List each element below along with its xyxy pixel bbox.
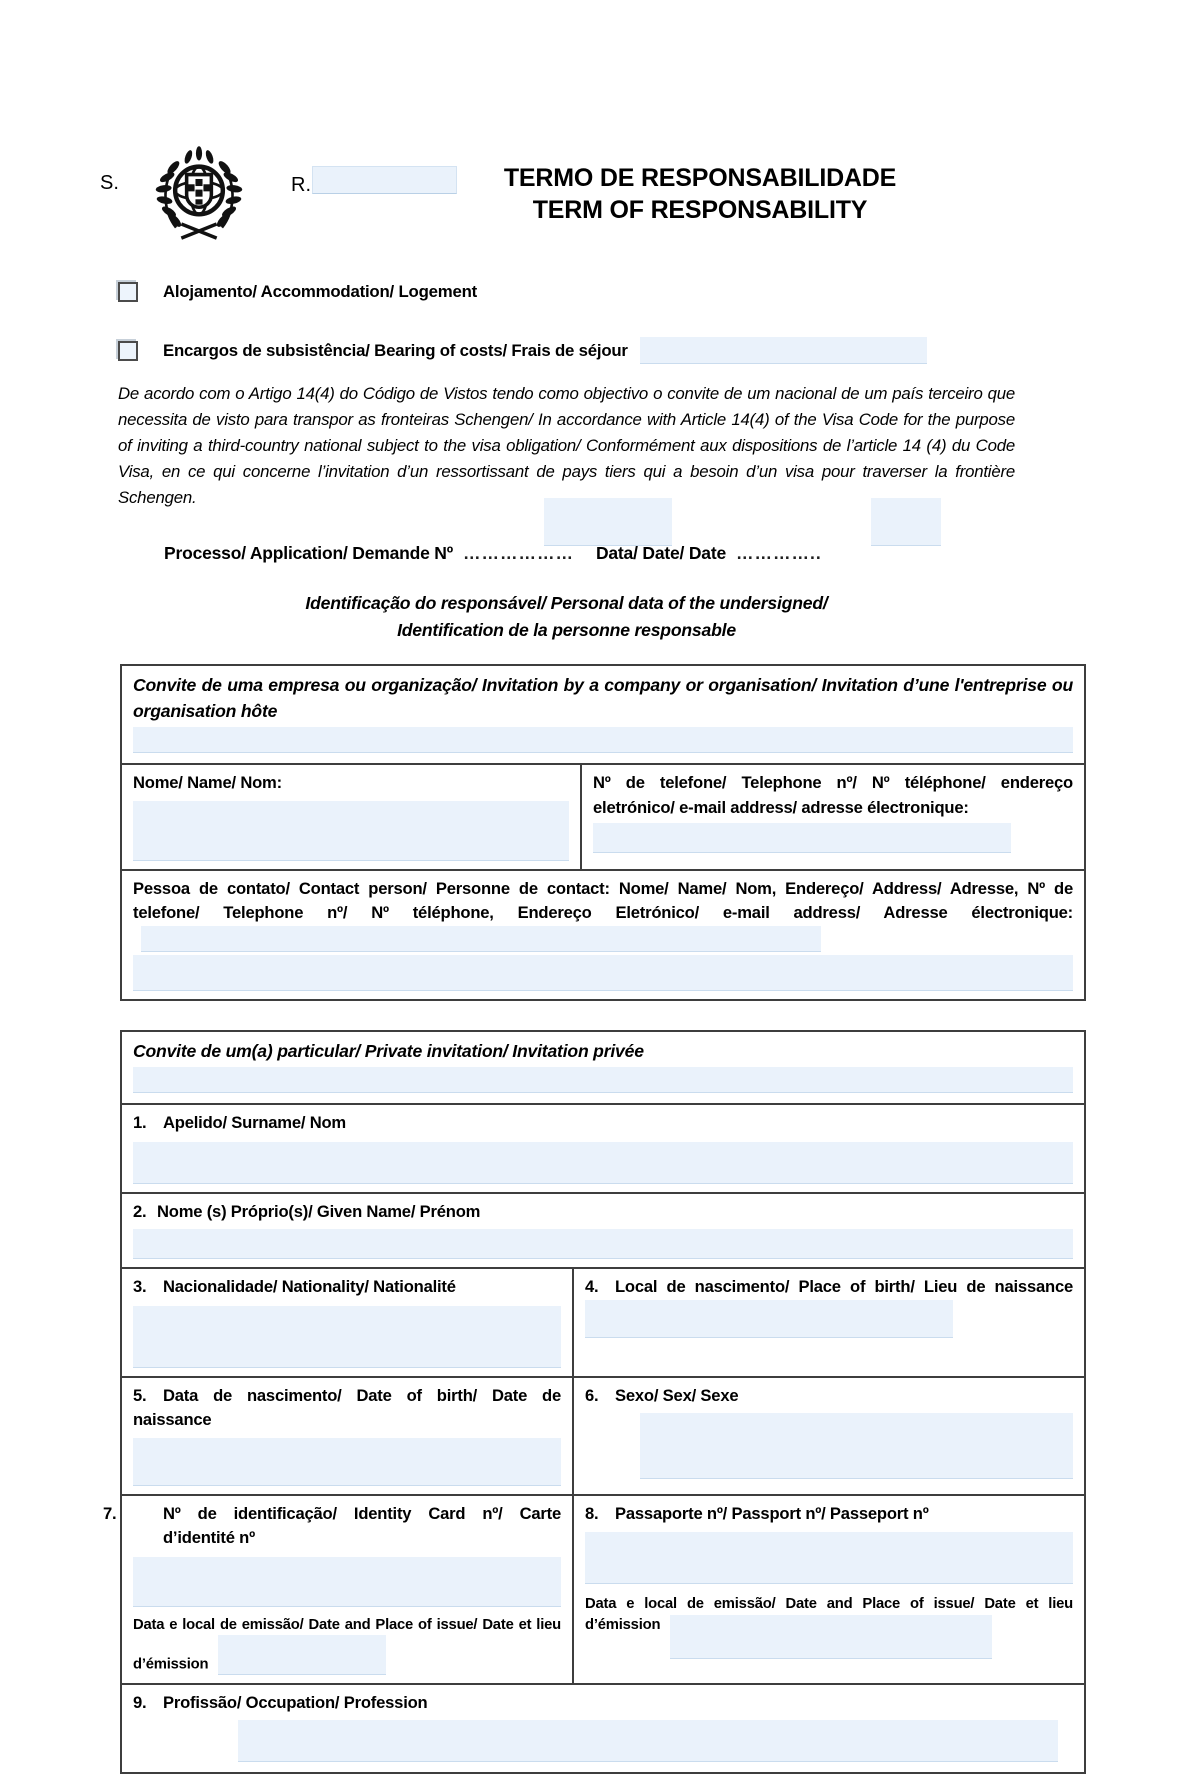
company-name-input[interactable] (133, 801, 569, 861)
sex-input[interactable] (640, 1413, 1073, 1479)
accommodation-label: Alojamento/ Accommodation/ Logement (163, 282, 478, 301)
process-line (118, 498, 1015, 564)
occupation-number: 9. (133, 1693, 147, 1712)
nationality-label-text: Nacionalidade/ Nationality/ Nationalité (163, 1277, 456, 1296)
processo-label: Processo/ Application/ Demande Nº (164, 543, 453, 563)
costs-label: Encargos de subsistência/ Bearing of costs/ Frais de séjour (163, 340, 628, 360)
given-name-number: 2. (133, 1201, 147, 1221)
id-issue-label-text: Data e local de emissão/ Date and Place of issue/ Date et lieu d’émission (133, 1616, 561, 1673)
costs-checkbox[interactable] (118, 341, 138, 361)
company-name-label: Nome/ Name/ Nom: (133, 773, 282, 792)
section-heading-line1: Identificação do responsável/ Personal data of the undersigned/ (305, 593, 828, 613)
passport-label (585, 1502, 1073, 1527)
portugal-coat-of-arms-icon (146, 136, 252, 252)
birthplace-number: 4. (585, 1277, 599, 1296)
birthdate-cell (122, 1378, 572, 1494)
form-title-en: TERM OF RESPONSABILITY (532, 196, 868, 224)
id-card-cell (103, 1496, 572, 1684)
form-title-pt: TERMO DE RESPONSABILIDADE (503, 164, 897, 192)
costs-option (118, 337, 927, 364)
birthplace-label (585, 1275, 1073, 1338)
passport-issue-label-text: Data e local de emissão/ Date and Place of issue/ Date et lieu d’émission (585, 1596, 1073, 1633)
id-issue-label (133, 1615, 561, 1676)
company-invitation-box (120, 664, 1086, 1001)
contact-person-label-text: Pessoa de contato/ Contact person/ Personne de contact: Nome/ Name/ Nom, Endereço/ Address/ Adresse, Nº de telefone/ Telephone nº/ Nº téléphone, Endereço Eletrónico/ e-mail address/ Adresse électronique: (133, 878, 1073, 922)
sex-number: 6. (585, 1385, 599, 1405)
given-name-label (133, 1200, 1073, 1225)
given-name-input[interactable] (133, 1229, 1073, 1259)
occupation-row (122, 1683, 1084, 1772)
passport-cell (572, 1496, 1084, 1684)
costs-input[interactable] (640, 337, 927, 364)
id-card-number: 7. (103, 1503, 117, 1523)
contact-person-row (122, 869, 1084, 999)
private-invitation-box (103, 1030, 1086, 1774)
birthdate-label-text: Data de nascimento/ Date of birth/ Date de naissance (133, 1385, 561, 1429)
sex-label (585, 1384, 1073, 1409)
occupation-input[interactable] (238, 1720, 1058, 1762)
nationality-label (133, 1275, 561, 1300)
company-name-cell (122, 765, 580, 869)
date-dotted-line: ………….. (735, 543, 822, 563)
nationality-birthplace-row (122, 1267, 1084, 1376)
company-box-header (122, 666, 1084, 763)
passport-issue-input[interactable] (670, 1615, 992, 1659)
surname-label-text: Apelido/ Surname/ Nom (163, 1113, 346, 1132)
passport-input[interactable] (585, 1532, 1073, 1584)
occupation-label-text: Profissão/ Occupation/ Profession (163, 1693, 428, 1712)
company-phone-cell (580, 765, 1084, 869)
section-heading (118, 590, 1015, 644)
processo-dotted-line: ……………… (462, 543, 574, 563)
occupation-label (133, 1691, 1073, 1716)
company-phone-label: Nº de telefone/ Telephone nº/ Nº téléphone/ endereço eletrónico/ e-mail address/ adresse électronique: (593, 773, 1073, 817)
nationality-number: 3. (133, 1277, 147, 1296)
accommodation-option (118, 282, 477, 302)
company-name-phone-row (122, 763, 1084, 869)
r-number-input[interactable] (312, 166, 457, 194)
birthdate-number: 5. (133, 1385, 147, 1405)
private-section-input[interactable] (133, 1067, 1073, 1093)
section-heading-line2: Identification de la personne responsable (397, 620, 736, 640)
birthplace-label-text: Local de nascimento/ Place of birth/ Lieu de naissance (615, 1277, 1073, 1296)
accommodation-checkbox[interactable] (118, 282, 138, 302)
company-section-input[interactable] (133, 727, 1073, 753)
surname-number: 1. (133, 1113, 147, 1132)
birthplace-cell (572, 1269, 1084, 1376)
nationality-input[interactable] (133, 1306, 561, 1368)
given-name-label-text: Nome (s) Próprio(s)/ Given Name/ Prénom (157, 1201, 481, 1221)
contact-person-input[interactable] (133, 955, 1073, 991)
legal-intro-paragraph: De acordo com o Artigo 14(4) do Código de Vistos tendo como objectivo o convite de um nacional de um país terceiro que necessita de visto para transpor as fronteiras Schengen/ In accordance with Article 14(4) of the Visa Code for the purpose of inviting a third-country national subject to the visa obligation/ Conformément aux dispositions de l’article 14 (4) du Code Visa, en ce qui concerne l’invitation d’un ressortissant de pays tiers qui a besoin d’un visa pour traverser la frontière Schengen. (118, 384, 1015, 507)
header-s-label: S. (100, 172, 119, 194)
surname-label (133, 1111, 1073, 1136)
contact-person-inline-input[interactable] (141, 926, 821, 952)
id-card-label-text: Nº de identificação/ Identity Card nº/ Carte d’identité nº (163, 1503, 561, 1547)
id-card-label (103, 1502, 561, 1551)
private-box-title: Convite de um(a) particular/ Private invitation/ Invitation privée (133, 1041, 644, 1061)
passport-number: 8. (585, 1503, 599, 1523)
company-box-title: Convite de uma empresa ou organização/ Invitation by a company or organisation/ Invitation d’une l'entreprise ou organisation hôte (133, 675, 1073, 721)
company-phone-input[interactable] (593, 823, 1011, 853)
id-card-input[interactable] (133, 1557, 561, 1607)
sex-cell (572, 1378, 1084, 1494)
nationality-cell (122, 1269, 572, 1376)
birthdate-input[interactable] (133, 1438, 561, 1486)
birthdate-sex-row (122, 1376, 1084, 1494)
birthplace-input[interactable] (585, 1300, 953, 1338)
date-label: Data/ Date/ Date (595, 543, 726, 563)
id-issue-input[interactable] (218, 1635, 386, 1675)
private-box-header (122, 1032, 1084, 1103)
birthdate-label (133, 1384, 561, 1433)
process-labels (164, 543, 822, 564)
contact-person-label (133, 877, 1073, 952)
id-passport-row (103, 1494, 1084, 1684)
sex-label-text: Sexo/ Sex/ Sexe (615, 1385, 739, 1405)
passport-label-text: Passaporte nº/ Passport nº/ Passeport nº (615, 1503, 929, 1523)
surname-row (122, 1103, 1084, 1192)
header-r-label: R. (291, 174, 311, 196)
form-title (460, 162, 940, 226)
given-name-row (122, 1192, 1084, 1268)
processo-number-input[interactable] (544, 498, 672, 546)
passport-issue-label (585, 1594, 1073, 1659)
surname-input[interactable] (133, 1142, 1073, 1184)
date-input[interactable] (871, 498, 941, 546)
